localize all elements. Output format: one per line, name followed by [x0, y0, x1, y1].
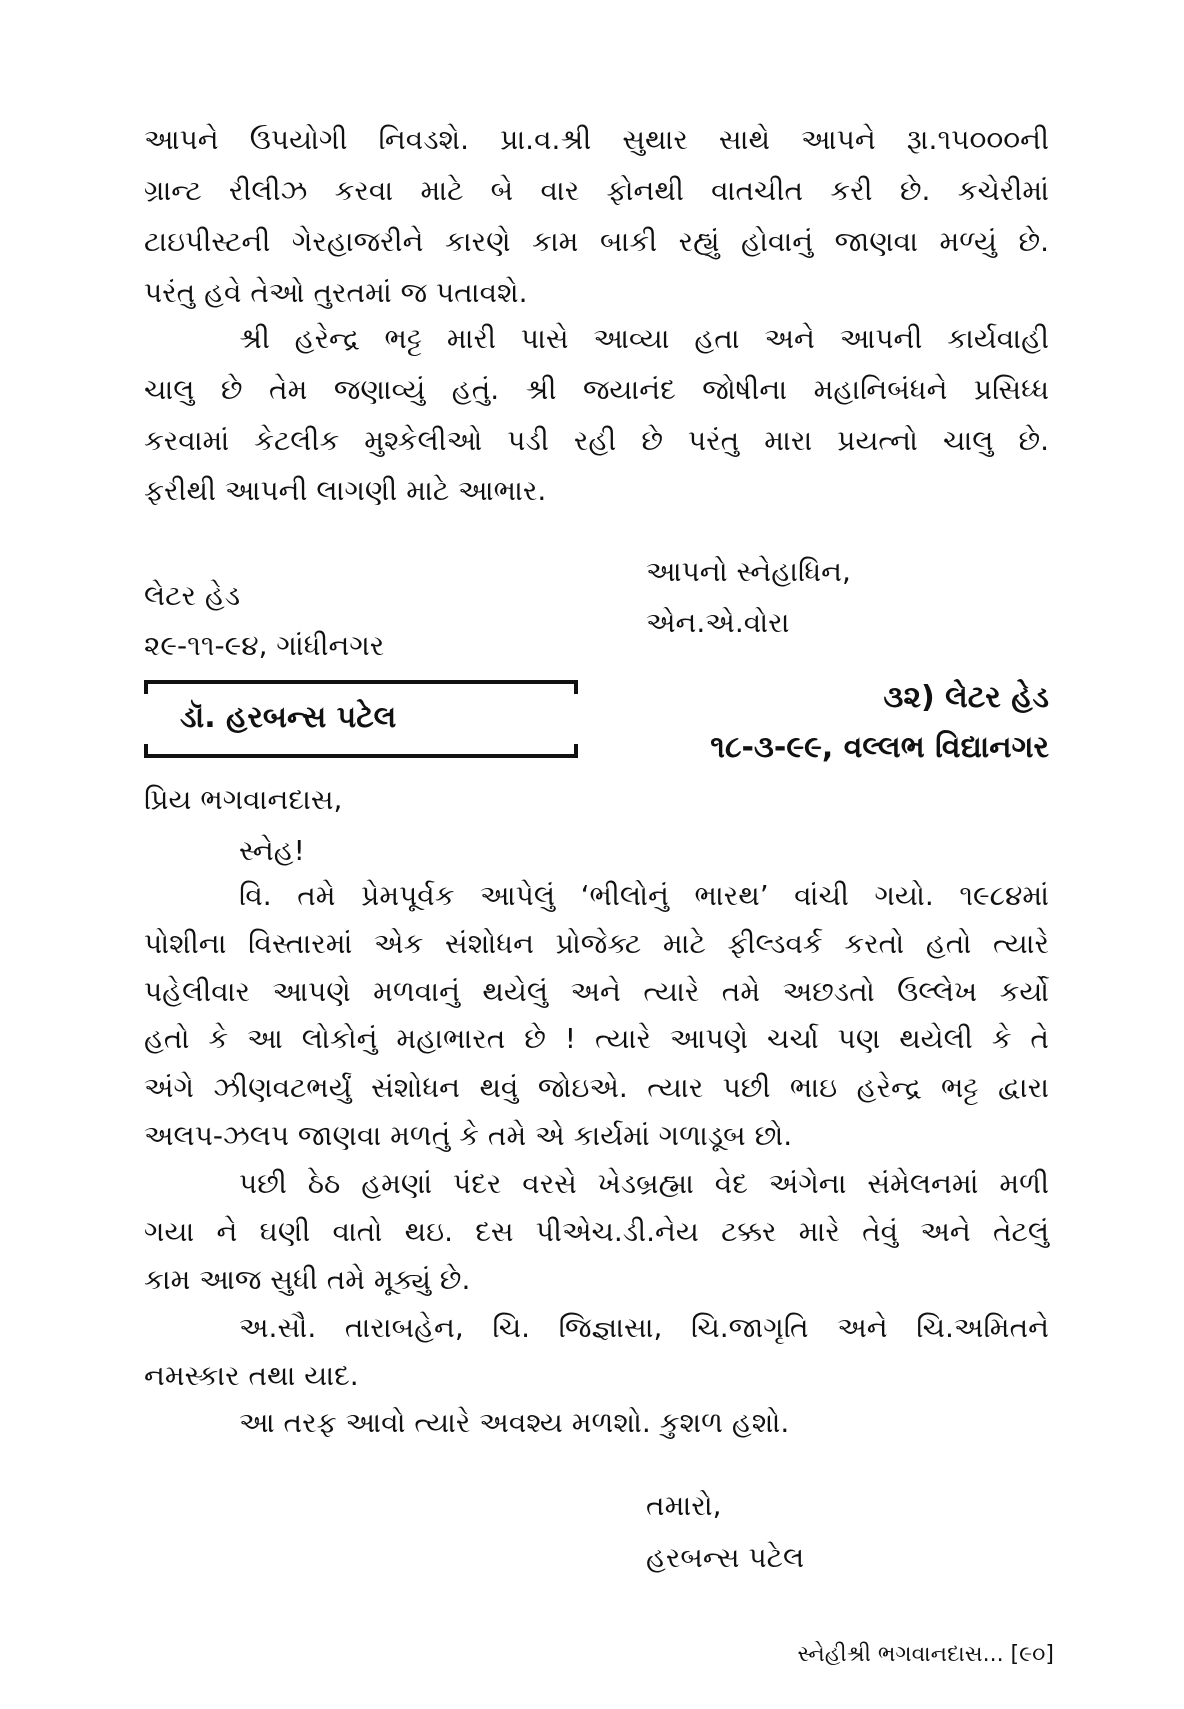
letter-date-place: ૧૮-૩-૯૯, વલ્લભ વિદ્યાનગર	[710, 730, 1049, 765]
text-line: આ તરફ આવો ત્યારે અવશ્ય મળશો. કુશળ હશો.	[239, 1406, 790, 1439]
heading-rule-bottom	[144, 754, 578, 758]
text-line: નમસ્કાર તથા યાદ.	[144, 1359, 359, 1392]
text-line: ગયા ને ઘણી વાતો થઇ. દસ પીએચ.ડી.નેય ટક્કર મારે તેવું અને તેટલું	[144, 1215, 1049, 1248]
letter-signature: એન.એ.વોરા	[646, 606, 790, 639]
text-line: ગ્રાન્ટ રીલીઝ કરવા માટે બે વાર ફોનથી વાતચીત કરી છે. કચેરીમાં	[144, 174, 1049, 207]
text-line: પોશીના વિસ્તારમાં એક સંશોધન પ્રોજેક્ટ માટે ફીલ્ડવર્ક કરતો હતો ત્યારે	[144, 927, 1049, 960]
text-line: પછી ઠેઠ હમણાં પંદર વરસે ખેડબ્રહ્મા વેદ અંગેના સંમેલનમાં મળી	[239, 1167, 1049, 1200]
page-footer: સ્નેહીશ્રી ભગવાનદાસ... [૯૦]	[797, 1642, 1054, 1667]
text-line: ટાઇપીસ્ટની ગેરહાજરીને કારણે કામ બાકી રહ્યું હોવાનું જાણવા મળ્યું છે.	[144, 225, 1049, 258]
text-line: પરંતુ હવે તેઓ તુરતમાં જ પતાવશે.	[144, 276, 528, 309]
text-line: પહેલીવાર આપણે મળવાનું થયેલું અને ત્યારે તમે અછડતો ઉલ્લેખ કર્યો	[144, 975, 1049, 1008]
text-line: અલપ-ઝલપ જાણવા મળતું કે તમે એ કાર્યમાં ગળાડૂબ છો.	[144, 1119, 793, 1152]
text-line: વિ. તમે પ્રેમપૂર્વક આપેલું ‘ભીલોનું ભારથ’ વાંચી ગયો. ૧૯૮૪માં	[239, 879, 1049, 912]
text-line: આપને ઉપયોગી નિવડશે. પ્રા.વ.શ્રી સુથાર સાથે આપને રૂા.૧૫૦૦૦ની	[144, 123, 1049, 156]
letter-number-label: ૩૨) લેટર હેડ	[883, 680, 1049, 715]
text-line: કરવામાં કેટલીક મુશ્કેલીઓ પડી રહી છે પરંતુ મારા પ્રયત્નો ચાલુ છે.	[144, 424, 1049, 457]
letter-author-heading: ડૉ. હરબન્સ પટેલ	[180, 700, 397, 735]
letter-closing: આપનો સ્નેહાધિન,	[646, 555, 851, 588]
letterhead-label: લેટર હેડ	[144, 579, 241, 612]
text-line: કામ આજ સુધી તમે મૂક્યું છે.	[144, 1263, 471, 1296]
text-line: હતો કે આ લોકોનું મહાભારત છે ! ત્યારે આપણે ચર્ચા પણ થયેલી કે તે	[144, 1022, 1049, 1055]
text-line: ચાલુ છે તેમ જણાવ્યું હતું. શ્રી જયાનંદ જોષીના મહાનિબંધને પ્રસિધ્ધ	[144, 373, 1049, 406]
text-line: અંગે ઝીણવટભર્યું સંશોધન થવું જોઇએ. ત્યાર પછી ભાઇ હરેન્દ્ર ભટ્ટ દ્વારા	[144, 1071, 1049, 1104]
text-line: શ્રી હરેન્દ્ર ભટ્ટ મારી પાસે આવ્યા હતા અને આપની કાર્યવાહી	[239, 322, 1049, 355]
text-line: ફરીથી આપની લાગણી માટે આભાર.	[144, 474, 547, 507]
letter-signature: હરબન્સ પટેલ	[646, 1541, 805, 1574]
heading-rule-tick	[574, 680, 578, 694]
letter-greeting: સ્નેહ!	[239, 834, 305, 867]
heading-rule-tick	[144, 680, 148, 694]
heading-rule-top	[144, 680, 578, 684]
letter-salutation: પ્રિય ભગવાનદાસ,	[144, 783, 343, 816]
letter-date-place: ૨૯-૧૧-૯૪, ગાંધીનગર	[144, 629, 385, 662]
letter-closing: તમારો,	[646, 1489, 722, 1522]
letter-heading-box	[144, 680, 578, 758]
text-line: અ.સૌ. તારાબહેન, ચિ. જિજ્ઞાસા, ચિ.જાગૃતિ અને ચિ.અમિતને	[239, 1311, 1049, 1344]
